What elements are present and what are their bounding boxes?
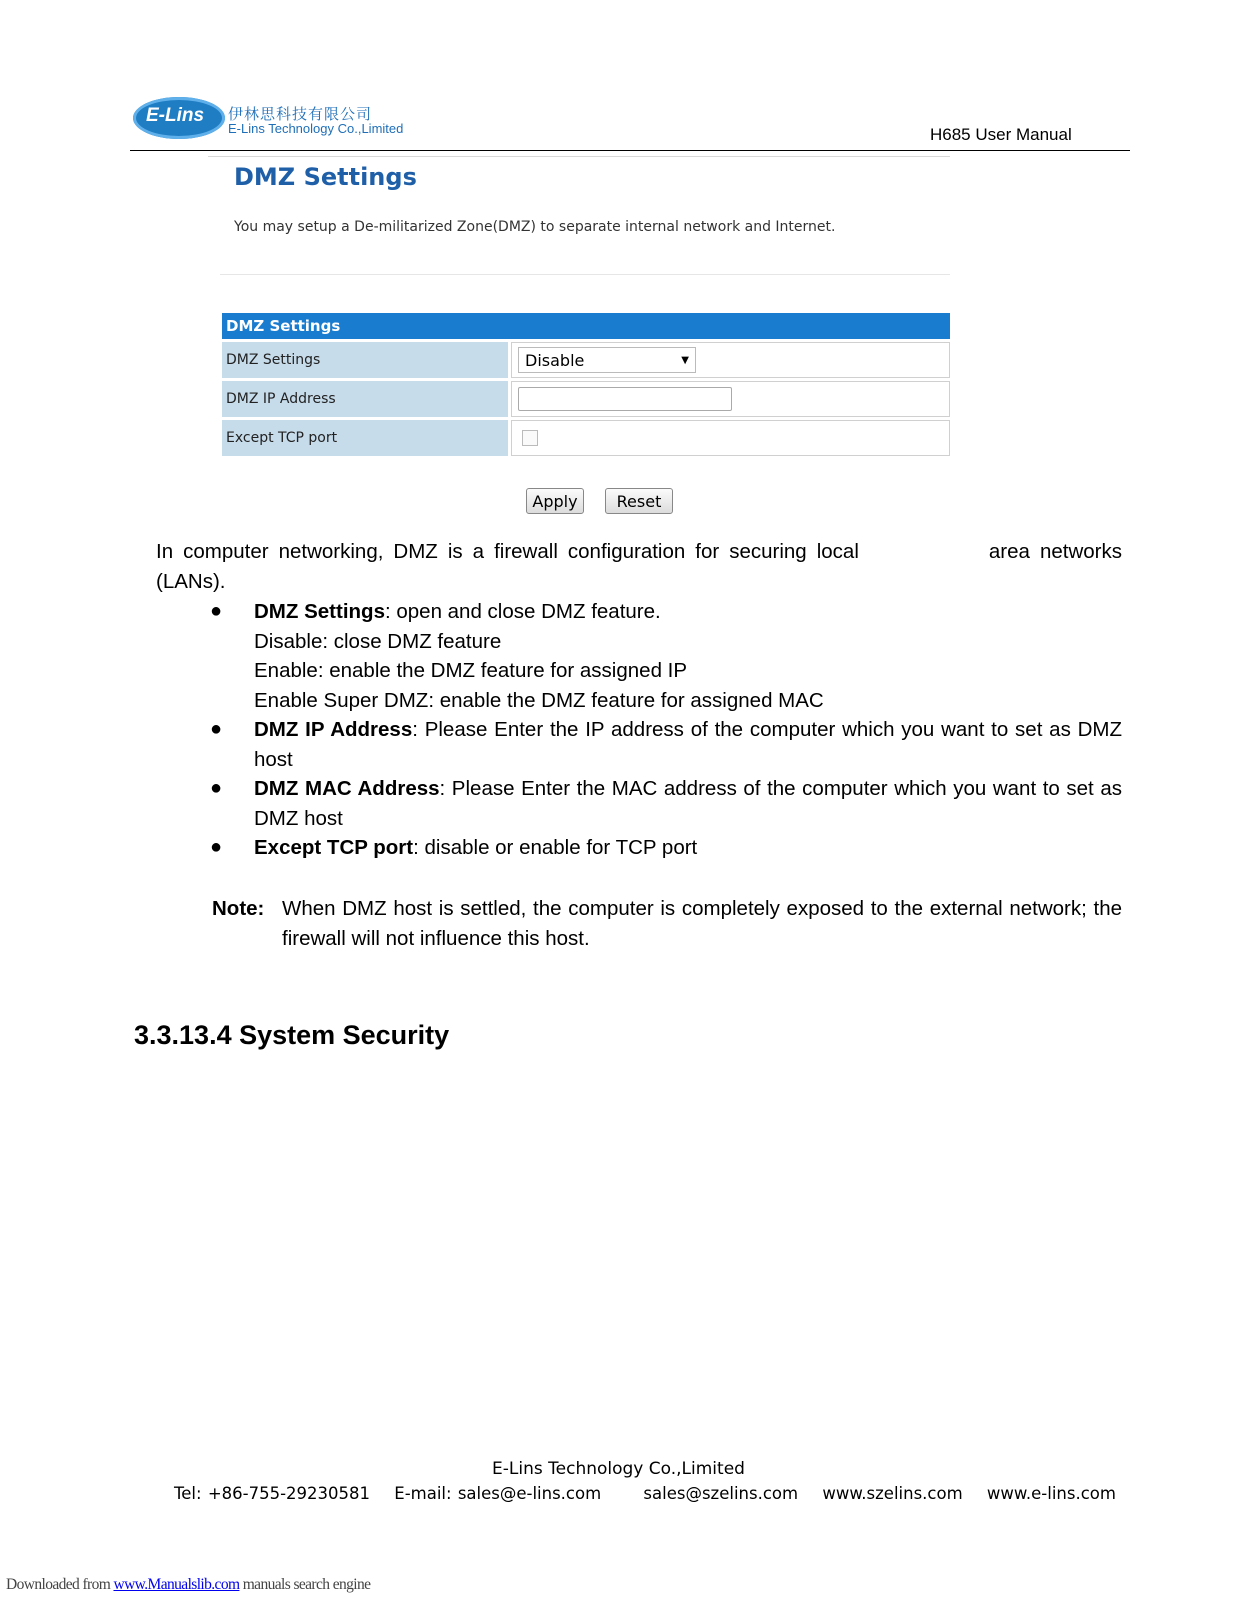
note-block <box>212 894 1122 953</box>
definition-text: : open and close DMZ feature. <box>384 600 661 623</box>
footer-site-1: www.szelins.com <box>822 1484 963 1503</box>
dmz-ip-row <box>222 381 950 417</box>
download-notice <box>6 1576 370 1594</box>
feature-list <box>210 597 1122 863</box>
except-tcp-label: Except TCP port <box>222 420 508 456</box>
screenshot-top-divider <box>208 156 950 157</box>
list-item <box>210 597 1122 627</box>
definition-text: : Please Enter the MAC address of the computer which you want to set as DMZ host <box>254 777 1122 830</box>
screenshot-divider <box>220 274 950 275</box>
term-dmz-settings: DMZ Settings <box>254 600 385 623</box>
download-suffix: manuals search engine <box>239 1576 371 1593</box>
dmz-settings-panel <box>222 313 950 456</box>
dmz-page-description: You may setup a De-militarized Zone(DMZ) to separate internal network and Internet. <box>234 219 836 235</box>
except-tcp-checkbox[interactable] <box>522 430 538 446</box>
company-name-english: E-Lins Technology Co.,Limited <box>228 121 404 136</box>
section-heading: 3.3.13.4 System Security <box>134 1020 450 1050</box>
footer-contact <box>174 1484 1134 1503</box>
footer-site-2: www.e-lins.com <box>986 1484 1116 1503</box>
apply-button[interactable]: Apply <box>526 488 584 514</box>
manualslib-link[interactable]: www.Manualslib.com <box>113 1576 240 1593</box>
download-prefix: Downloaded from <box>6 1576 114 1593</box>
bullet-icon: ● <box>210 777 223 799</box>
list-item <box>210 715 1122 774</box>
except-tcp-row <box>222 420 950 456</box>
footer-email-2: sales@szelins.com <box>643 1484 799 1503</box>
dmz-settings-row <box>222 342 950 378</box>
dmz-ip-label: DMZ IP Address <box>222 381 508 417</box>
dmz-settings-select[interactable] <box>518 347 696 373</box>
sub-item-disable: Disable: close DMZ feature <box>254 629 502 653</box>
manual-title: H685 User Manual <box>930 125 1072 144</box>
term-dmz-ip-address: DMZ IP Address <box>254 718 413 741</box>
intro-text-b: area networks (LANs). <box>156 540 1122 593</box>
chevron-down-icon: ▼ <box>681 354 689 366</box>
dmz-settings-selected-value: Disable <box>525 350 585 370</box>
note-label: Note: <box>212 897 265 920</box>
company-name-chinese: 伊林思科技有限公司 <box>228 106 373 123</box>
definition-text: : disable or enable for TCP port <box>413 836 698 859</box>
dmz-settings-label: DMZ Settings <box>222 342 508 378</box>
dmz-ip-cell <box>511 381 950 417</box>
bullet-icon: ● <box>210 600 223 622</box>
footer-tel: Tel: +86-755-29230581 <box>174 1484 371 1503</box>
dmz-ip-input[interactable] <box>518 387 732 411</box>
list-item <box>210 833 1122 863</box>
intro-text-a: In computer networking, DMZ is a firewall configuration for securing local <box>156 540 859 563</box>
bullet-icon: ● <box>210 718 223 740</box>
definition-text: : Please Enter the IP address of the computer which you want to set as DMZ host <box>254 718 1123 771</box>
intro-paragraph <box>156 537 1122 596</box>
dmz-page-title: DMZ Settings <box>234 163 417 191</box>
term-except-tcp-port: Except TCP port <box>254 836 414 859</box>
footer-company: E-Lins Technology Co.,Limited <box>492 1459 745 1479</box>
bullet-icon: ● <box>210 836 223 858</box>
except-tcp-cell <box>511 420 950 456</box>
panel-header: DMZ Settings <box>222 313 950 339</box>
footer-email: E-mail: sales@e-lins.com <box>394 1484 602 1503</box>
sub-item-enable: Enable: enable the DMZ feature for assigned IP <box>254 659 688 682</box>
dmz-settings-cell <box>511 342 950 378</box>
sub-item-enable-super: Enable Super DMZ: enable the DMZ feature for assigned MAC <box>254 688 824 712</box>
note-text: When DMZ host is settled, the computer is completely exposed to the external network; the firewall will not influence this host. <box>282 897 1122 950</box>
list-item <box>210 774 1122 833</box>
term-dmz-mac-address: DMZ MAC Address <box>254 777 440 800</box>
header-divider <box>130 150 1130 151</box>
reset-button[interactable]: Reset <box>605 488 673 514</box>
logo-text: E-Lins <box>146 105 205 126</box>
